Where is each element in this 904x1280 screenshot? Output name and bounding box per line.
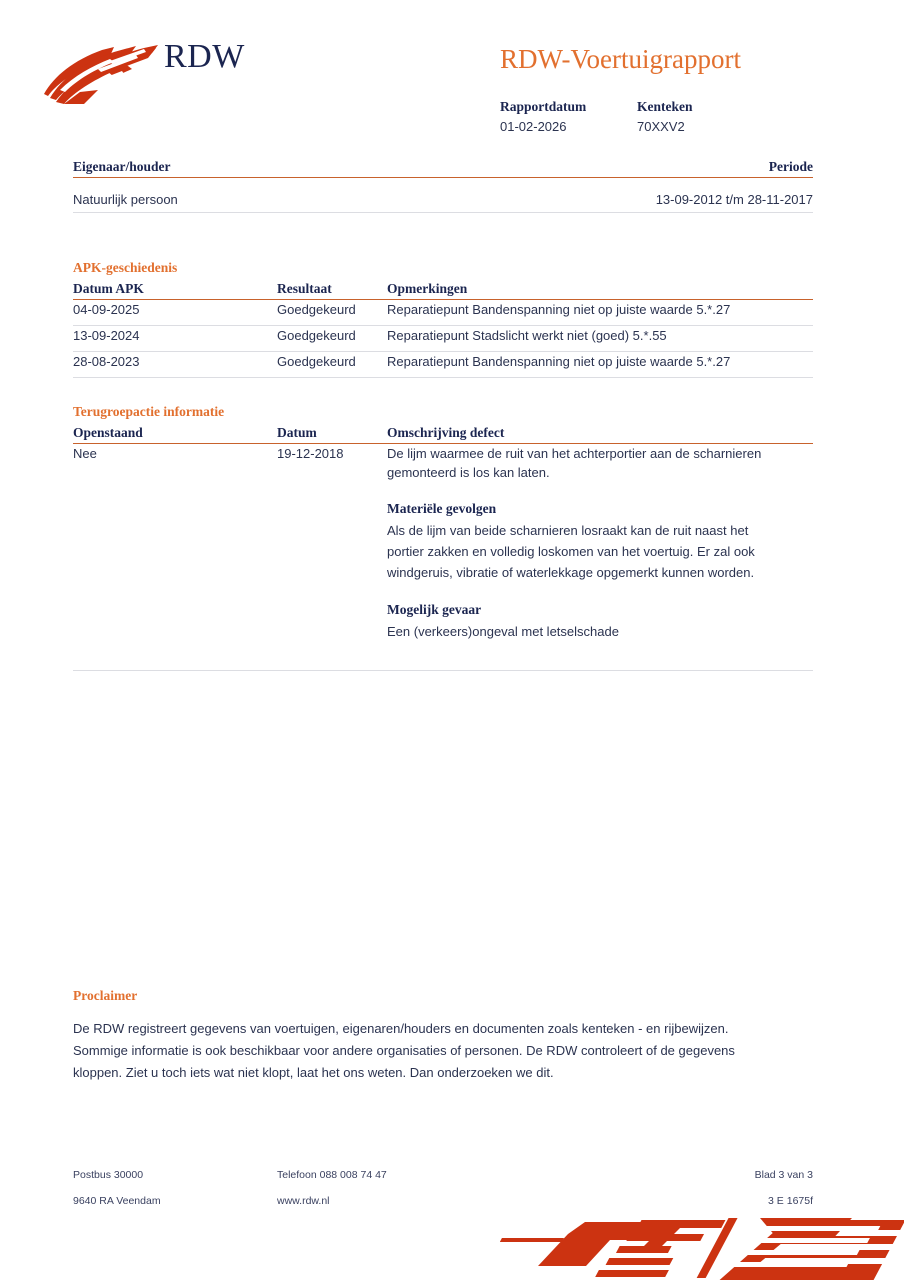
recall-bottom-divider: [73, 670, 813, 671]
owner-divider-grey: [73, 212, 813, 213]
apk-date: 13-09-2024: [73, 328, 140, 343]
proclaimer-section: [73, 988, 813, 1084]
footer-form-code: 3 E 1675f: [768, 1195, 813, 1207]
apk-row-divider: [73, 377, 813, 378]
apk-date: 04-09-2025: [73, 302, 140, 317]
table-row: [73, 300, 813, 325]
footer-page-indicator: Blad 3 van 3: [754, 1169, 813, 1181]
report-date-value: 01-02-2026: [500, 119, 567, 134]
footer-address-line1: Postbus 30000: [73, 1169, 144, 1181]
proclaimer-text: De RDW registreert gegevens van voertuigen, eigenaren/houders en documenten zoals kenteken - en rijbewijzen. Sommige informatie is ook beschikbaar voor andere organisaties of personen. De RDW controleert of de gegevens kloppen. Ziet u toch iets wat niet klopt, laat het ons weten. Dan onderzoeken we dit.: [73, 1021, 735, 1080]
recall-column-defect: Omschrijving defect: [387, 425, 505, 440]
footer-address-line2: 9640 RA Veendam: [73, 1195, 161, 1207]
owner-header-row: [73, 158, 813, 177]
recall-section: [73, 404, 813, 671]
report-date-label: Rapportdatum: [500, 99, 587, 114]
apk-date: 28-08-2023: [73, 354, 140, 369]
recall-body-row: [73, 444, 813, 670]
bottom-decoration-graphic: [500, 1204, 904, 1280]
table-row: [73, 352, 813, 377]
recall-hazard-heading: Mogelijk gevaar: [387, 602, 482, 617]
apk-column-date: Datum APK: [73, 281, 144, 296]
proclaimer-title: Proclaimer: [73, 988, 138, 1003]
footer-website[interactable]: www.rdw.nl: [277, 1195, 330, 1207]
header-meta: [500, 98, 693, 136]
recall-open-value: Nee: [73, 446, 97, 461]
footer-phone: Telefoon 088 008 74 47: [277, 1169, 387, 1181]
recall-column-date: Datum: [277, 425, 317, 440]
period-value: 13-09-2012 t/m 28-11-2017: [655, 192, 813, 207]
license-plate-label: Kenteken: [637, 99, 693, 114]
document-header: [0, 0, 904, 150]
recall-consequences-heading: Materiële gevolgen: [387, 501, 497, 516]
period-heading: Periode: [768, 159, 813, 174]
recall-section-title: Terugroepactie informatie: [73, 404, 225, 419]
apk-remarks: Reparatiepunt Stadslicht werkt niet (goed) 5.*.55: [387, 328, 667, 343]
apk-header-row: [73, 280, 813, 299]
apk-section-title: APK-geschiedenis: [73, 260, 178, 275]
apk-result: Goedgekeurd: [277, 354, 356, 369]
rdw-wordmark: RDW: [164, 38, 245, 75]
footer-row-first: [73, 1168, 813, 1194]
recall-header-row: [73, 424, 813, 443]
recall-date-value: 19-12-2018: [277, 446, 344, 461]
recall-consequences-text: Als de lijm van beide scharnieren losraakt kan de ruit naast het portier zakken en volledig loskomen van het voertuig. Er zal ook windgeruis, vibratie of waterlekkage opgemerkt kunnen worden.: [387, 523, 755, 580]
page-title: RDW-Voertuigrapport: [500, 44, 741, 74]
apk-column-remarks: Opmerkingen: [387, 281, 468, 296]
recall-column-open: Openstaand: [73, 425, 143, 440]
apk-column-result: Resultaat: [277, 281, 332, 296]
apk-history-section: [73, 260, 813, 378]
apk-remarks: Reparatiepunt Bandenspanning niet op juiste waarde 5.*.27: [387, 354, 731, 369]
apk-result: Goedgekeurd: [277, 328, 356, 343]
recall-hazard-text: Een (verkeers)ongeval met letselschade: [387, 624, 619, 639]
table-row: [73, 326, 813, 351]
owner-value: Natuurlijk persoon: [73, 192, 178, 207]
license-plate-value: 70XXV2: [637, 119, 685, 134]
apk-remarks: Reparatiepunt Bandenspanning niet op juiste waarde 5.*.27: [387, 302, 731, 317]
owner-heading: Eigenaar/houder: [73, 159, 171, 174]
license-plate-field: [637, 98, 693, 136]
rdw-feather-logo-icon: [40, 36, 170, 108]
owner-value-row: [73, 178, 813, 212]
report-date-field: [500, 98, 637, 136]
apk-result: Goedgekeurd: [277, 302, 356, 317]
owner-section: [73, 158, 813, 213]
recall-defect-description: De lijm waarmee de ruit van het achterportier aan de scharnieren gemonteerd is los kan laten.: [387, 446, 762, 480]
recall-defect-block: [387, 444, 813, 642]
